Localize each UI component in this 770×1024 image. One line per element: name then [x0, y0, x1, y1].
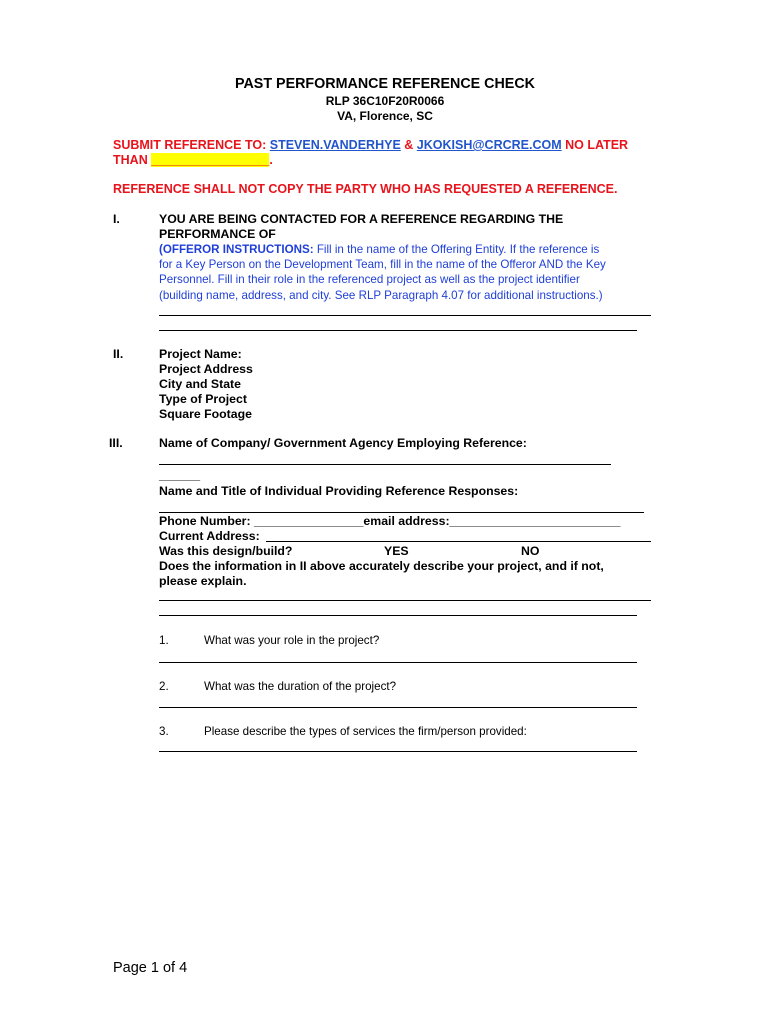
submit-prefix: SUBMIT REFERENCE TO:: [113, 138, 267, 152]
phone-blank[interactable]: ________________: [253, 514, 364, 528]
section-1-heading-line1: YOU ARE BEING CONTACTED FOR A REFERENCE REGARDING THE: [159, 212, 564, 226]
question-3-number: 3.: [159, 725, 169, 738]
offeror-instructions-line4: (building name, address, and city. See RLP Paragraph 4.07 for additional instructions.): [159, 289, 603, 302]
field-project-address: Project Address: [159, 362, 253, 376]
deadline-blank[interactable]: _________________: [151, 153, 270, 167]
offeror-instructions-line2: for a Key Person on the Development Team, fill in the name of the Offeror AND the Key: [159, 258, 606, 271]
question-3-text: Please describe the types of services the firm/person provided:: [204, 725, 527, 738]
offeror-instructions-label: (OFFEROR INSTRUCTIONS:: [159, 243, 314, 256]
email-link-jkokish[interactable]: JKOKISH@CRCRE.COM: [416, 138, 562, 152]
individual-answer-line[interactable]: [159, 512, 644, 513]
address-answer-line[interactable]: [266, 541, 651, 542]
question-2-text: What was the duration of the project?: [204, 680, 397, 693]
individual-label: Name and Title of Individual Providing Reference Responses:: [159, 484, 519, 498]
field-city-state: City and State: [159, 377, 241, 391]
question-1-answer-line[interactable]: [159, 662, 637, 663]
describe-question-line2: please explain.: [159, 574, 247, 588]
section-2-numeral: II.: [113, 347, 124, 361]
question-1-number: 1.: [159, 634, 169, 647]
question-2-answer-line[interactable]: [159, 707, 637, 708]
offeror-instructions-line3: Personnel. Fill in their role in the referenced project as well as the project identifier: [159, 273, 580, 286]
section-3-numeral: III.: [109, 436, 123, 450]
deadline-line: [113, 153, 273, 167]
phone-label: Phone Number:: [159, 514, 251, 528]
offeror-answer-line1[interactable]: [159, 315, 651, 316]
company-answer-line[interactable]: [159, 464, 611, 465]
company-label: Name of Company/ Government Agency Employing Reference:: [159, 436, 527, 450]
company-answer-short-blank[interactable]: ______: [159, 468, 201, 482]
field-project-type: Type of Project: [159, 392, 247, 406]
design-build-yes[interactable]: YES: [384, 544, 409, 558]
location: VA, Florence, SC: [337, 109, 433, 123]
submit-line: [113, 138, 628, 152]
address-label: Current Address:: [159, 529, 260, 543]
field-square-footage: Square Footage: [159, 407, 252, 421]
describe-question-line1: Does the information in II above accurately describe your project, and if not,: [159, 559, 604, 573]
section-1-numeral: I.: [113, 212, 120, 226]
describe-answer-line1[interactable]: [159, 600, 651, 601]
email-link-vanderhye[interactable]: STEVEN.VANDERHYE: [269, 138, 401, 152]
than-text: THAN: [113, 153, 148, 167]
email-blank[interactable]: _________________________: [449, 514, 621, 528]
document-title: PAST PERFORMANCE REFERENCE CHECK: [235, 76, 535, 92]
rlp-number: RLP 36C10F20R0066: [325, 94, 445, 108]
design-build-no[interactable]: NO: [521, 544, 540, 558]
question-3-answer-line[interactable]: [159, 751, 637, 752]
describe-answer-line2[interactable]: [159, 615, 637, 616]
section-1-heading-line2: PERFORMANCE OF: [159, 227, 276, 241]
offeror-instructions-line1: [159, 242, 599, 257]
email-label: email address:: [363, 514, 450, 528]
question-2-number: 2.: [159, 680, 169, 693]
no-copy-notice: REFERENCE SHALL NOT COPY THE PARTY WHO HAS REQUESTED A REFERENCE.: [113, 182, 618, 196]
no-later-text: NO LATER: [565, 138, 629, 152]
page-number: Page 1 of 4: [113, 960, 188, 976]
design-build-label: Was this design/build?: [159, 544, 293, 558]
offeror-answer-line2[interactable]: [159, 330, 637, 331]
question-1-text: What was your role in the project?: [204, 634, 380, 647]
phone-email-line: [159, 514, 621, 529]
ampersand: &: [404, 138, 414, 152]
field-project-name: Project Name:: [159, 347, 242, 361]
deadline-period: .: [269, 153, 273, 167]
offeror-instructions-text1: Fill in the name of the Offering Entity. If the reference is: [316, 243, 600, 256]
